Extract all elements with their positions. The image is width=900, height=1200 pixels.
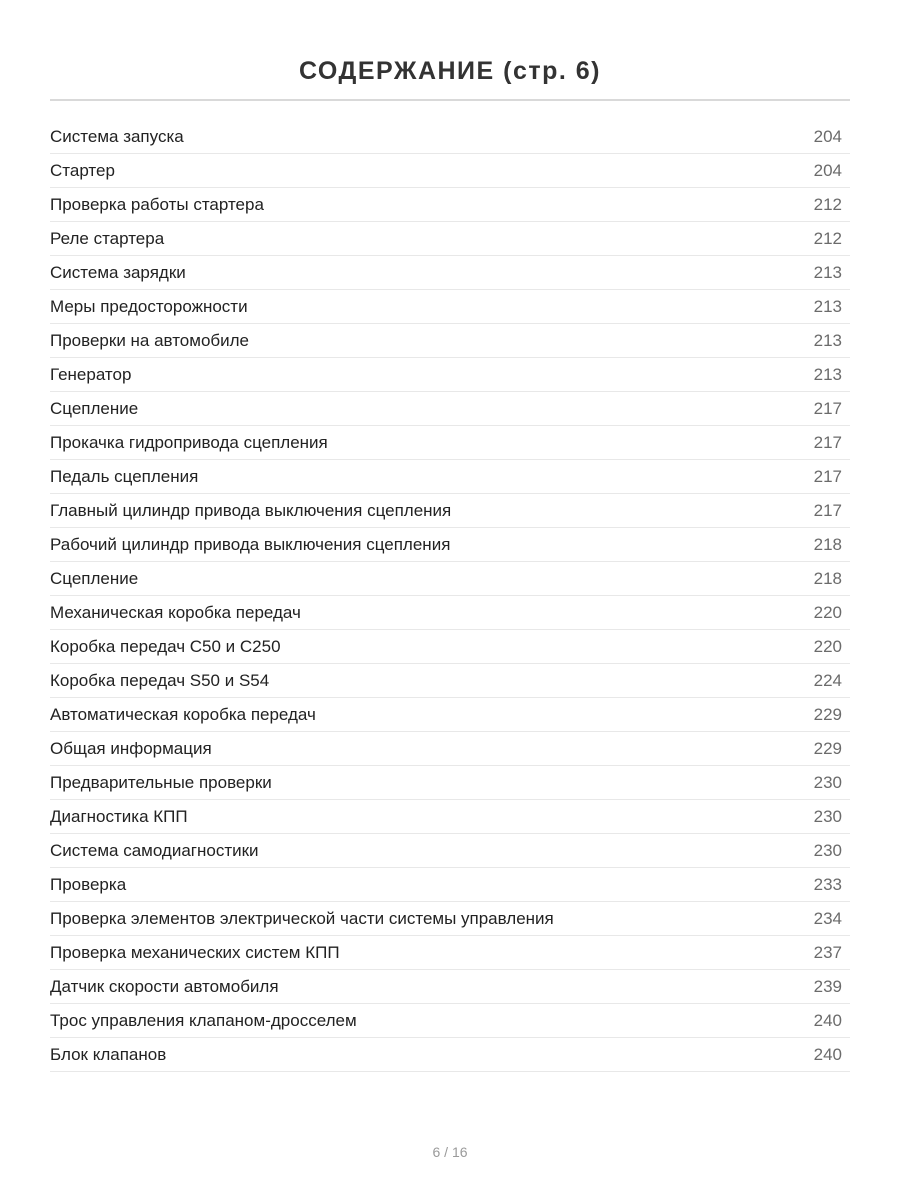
toc-entry-title: Проверка <box>50 875 127 894</box>
toc-entry-page: 213 <box>813 365 842 384</box>
toc-entry[interactable] <box>50 732 850 766</box>
toc-entry[interactable] <box>50 392 850 426</box>
toc-entry-title: Реле стартера <box>50 229 165 248</box>
toc-entry-title: Меры предосторожности <box>50 297 248 316</box>
toc-entry-page: 218 <box>813 535 842 554</box>
toc-entry-title: Трос управления клапаном-дросселем <box>50 1011 357 1030</box>
toc-entry-title: Главный цилиндр привода выключения сцепления <box>50 501 452 520</box>
toc-entry[interactable] <box>50 596 850 630</box>
toc-entry[interactable] <box>50 562 850 596</box>
toc-entry-title: Система самодиагностики <box>50 841 259 860</box>
toc-entry[interactable] <box>50 1038 850 1072</box>
toc-entry[interactable] <box>50 460 850 494</box>
toc-entry-page: 204 <box>813 127 842 146</box>
toc-entry[interactable] <box>50 494 850 528</box>
toc-entry[interactable] <box>50 834 850 868</box>
toc-entry-page: 233 <box>813 875 842 894</box>
toc-entry-title: Блок клапанов <box>50 1045 167 1064</box>
toc-entry[interactable] <box>50 970 850 1004</box>
toc-entry-title: Предварительные проверки <box>50 773 272 792</box>
toc-entry-page: 217 <box>813 433 842 452</box>
toc-entry-page: 204 <box>813 161 842 180</box>
toc-entry-title: Коробка передач С50 и С250 <box>50 637 281 656</box>
toc-entry-page: 212 <box>813 195 842 214</box>
toc-entry-page: 239 <box>813 977 842 996</box>
toc-entry-page: 213 <box>813 297 842 316</box>
toc-entry-page: 224 <box>813 671 842 690</box>
toc-entry[interactable] <box>50 188 850 222</box>
toc-entry-title: Механическая коробка передач <box>50 603 301 622</box>
toc-entry[interactable] <box>50 256 850 290</box>
toc-entry-page: 213 <box>813 263 842 282</box>
toc-entry-page: 217 <box>813 399 842 418</box>
toc-entry-title: Диагностика КПП <box>50 807 188 826</box>
toc-entry[interactable] <box>50 766 850 800</box>
toc-entry-title: Стартер <box>50 161 115 180</box>
toc-entry-title: Система запуска <box>50 127 184 146</box>
toc-entry-page: 212 <box>813 229 842 248</box>
toc-entry-page: 218 <box>813 569 842 588</box>
toc-entry[interactable] <box>50 120 850 154</box>
toc-entry-page: 213 <box>813 331 842 350</box>
toc-entry[interactable] <box>50 698 850 732</box>
toc-entry-title: Проверка работы стартера <box>50 195 264 214</box>
toc-entry-title: Прокачка гидропривода сцепления <box>50 433 328 452</box>
toc-entry[interactable] <box>50 868 850 902</box>
toc-entry-page: 220 <box>813 603 842 622</box>
toc-entry-title: Датчик скорости автомобиля <box>50 977 279 996</box>
toc-entry[interactable] <box>50 936 850 970</box>
toc-entry[interactable] <box>50 324 850 358</box>
toc-entry[interactable] <box>50 902 850 936</box>
toc-entry-title: Общая информация <box>50 739 212 758</box>
table-of-contents <box>50 120 850 1072</box>
toc-entry-title: Проверки на автомобиле <box>50 331 250 350</box>
toc-entry[interactable] <box>50 800 850 834</box>
page-title: СОДЕРЖАНИЕ (стр. 6) <box>298 56 602 85</box>
toc-entry-page: 230 <box>813 841 842 860</box>
toc-entry-page: 237 <box>813 943 842 962</box>
toc-entry[interactable] <box>50 358 850 392</box>
toc-entry-page: 230 <box>813 773 842 792</box>
toc-entry-title: Проверка элементов электрической части системы управления <box>50 909 554 928</box>
toc-entry-page: 234 <box>813 909 842 928</box>
toc-entry[interactable] <box>50 290 850 324</box>
toc-entry-title: Генератор <box>50 365 132 384</box>
toc-entry[interactable] <box>50 154 850 188</box>
toc-entry[interactable] <box>50 664 850 698</box>
toc-entry[interactable] <box>50 222 850 256</box>
toc-entry[interactable] <box>50 630 850 664</box>
toc-entry-page: 229 <box>813 705 842 724</box>
toc-entry-title: Проверка механических систем КПП <box>50 943 340 962</box>
page-counter: 6 / 16 <box>432 1144 468 1160</box>
title-divider <box>50 99 850 101</box>
toc-entry-title: Сцепление <box>50 399 139 418</box>
toc-entry-page: 229 <box>813 739 842 758</box>
toc-entry[interactable] <box>50 528 850 562</box>
toc-entry[interactable] <box>50 426 850 460</box>
toc-entry-page: 217 <box>813 467 842 486</box>
toc-entry-title: Сцепление <box>50 569 139 588</box>
toc-entry-page: 240 <box>813 1045 842 1064</box>
toc-entry-title: Автоматическая коробка передач <box>50 705 316 724</box>
toc-entry-title: Система зарядки <box>50 263 186 282</box>
toc-entry-title: Коробка передач S50 и S54 <box>50 671 270 690</box>
toc-entry-title: Педаль сцепления <box>50 467 199 486</box>
toc-entry-title: Рабочий цилиндр привода выключения сцепления <box>50 535 451 554</box>
toc-entry-page: 230 <box>813 807 842 826</box>
toc-entry-page: 217 <box>813 501 842 520</box>
toc-entry[interactable] <box>50 1004 850 1038</box>
toc-entry-page: 220 <box>813 637 842 656</box>
toc-entry-page: 240 <box>813 1011 842 1030</box>
